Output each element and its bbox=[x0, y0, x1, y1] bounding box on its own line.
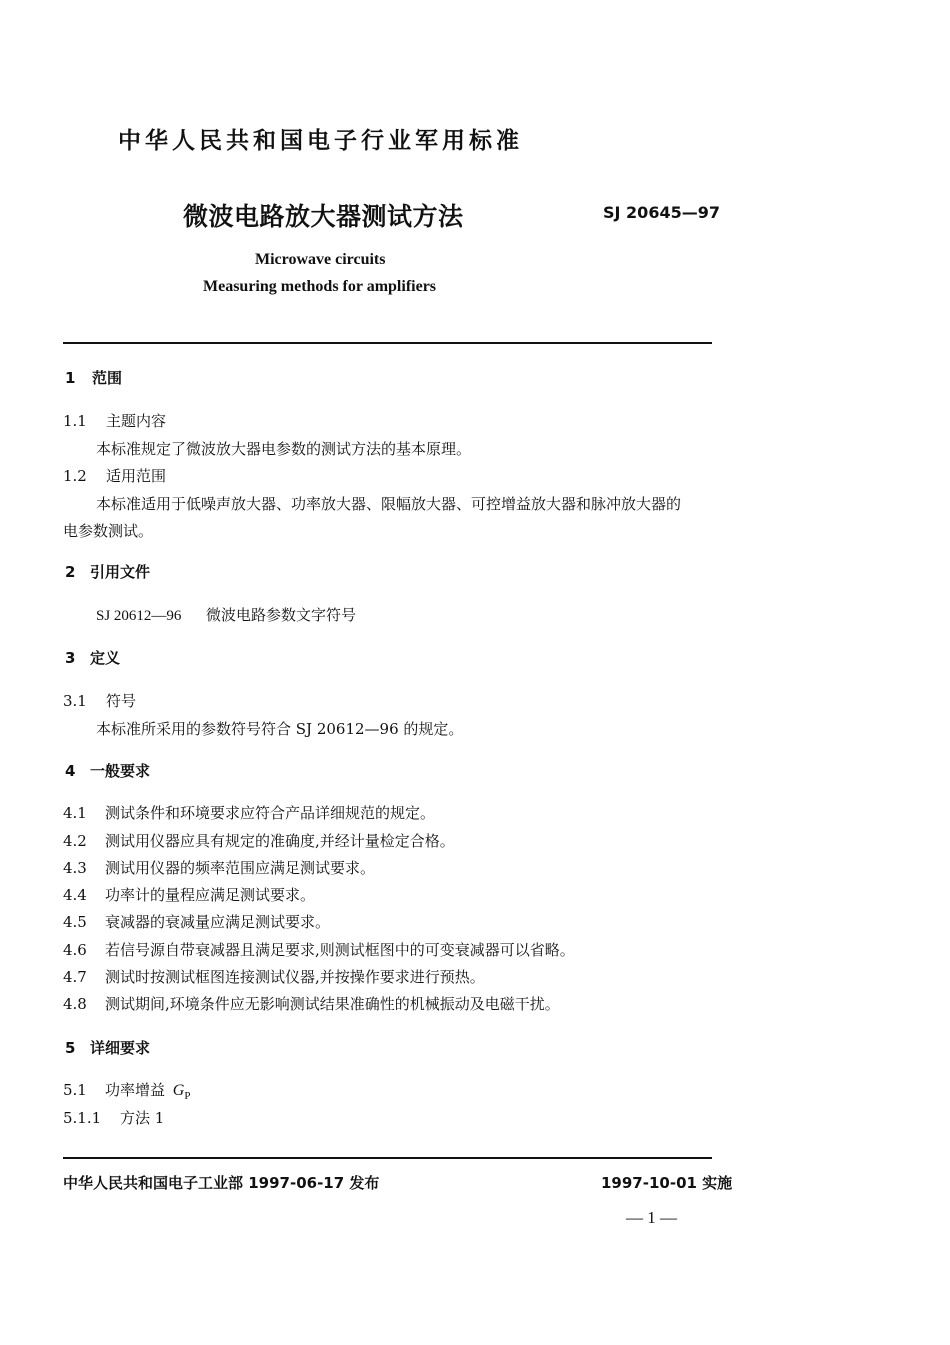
section-1-2-heading: 1.2 适用范围 bbox=[63, 467, 167, 485]
section-3-heading: 3 定义 bbox=[65, 649, 121, 667]
list-item: 4.5 衰减器的衰减量应满足测试要求。 bbox=[63, 913, 331, 931]
list-item: 4.1 测试条件和环境要求应符合产品详细规范的规定。 bbox=[63, 804, 436, 822]
section-1-2-text-line-1: 本标准适用于低噪声放大器、功率放大器、限幅放大器、可控增益放大器和脉冲放大器的 bbox=[96, 495, 682, 513]
section-5-1-heading: 5.1 功率增益 $G_P$ bbox=[63, 1081, 191, 1102]
english-title-line-1: Microwave circuits bbox=[255, 251, 386, 268]
section-1-heading: 1 范围 bbox=[65, 369, 123, 387]
top-divider bbox=[63, 342, 712, 344]
page-number: — 1 — bbox=[626, 1208, 677, 1227]
list-item: 4.4 功率计的量程应满足测试要求。 bbox=[63, 886, 316, 904]
issue-statement: 中华人民共和国电子工业部 1997-06-17 发布 bbox=[63, 1174, 380, 1192]
effective-date: 1997-10-01 实施 bbox=[601, 1174, 733, 1192]
section-1-2-text-line-2: 电参数测试。 bbox=[63, 522, 154, 540]
list-item: 4.7 测试时按测试框图连接测试仪器,并按操作要求进行预热。 bbox=[63, 968, 485, 986]
document-number: SJ 20645—97 bbox=[603, 203, 720, 222]
english-title-line-2: Measuring methods for amplifiers bbox=[203, 278, 437, 295]
section-1-1-heading: 1.1 主题内容 bbox=[63, 412, 167, 430]
section-5-heading: 5 详细要求 bbox=[65, 1039, 151, 1057]
section-3-1-text: 本标准所采用的参数符号符合 SJ 20612—96 的规定。 bbox=[96, 720, 464, 738]
list-item: 4.2 测试用仪器应具有规定的准确度,并经计量检定合格。 bbox=[63, 832, 455, 850]
power-gain-symbol: G bbox=[172, 1082, 185, 1099]
document-title: 微波电路放大器测试方法 bbox=[183, 202, 464, 231]
section-5-1-1-heading: 5.1.1 方法 1 bbox=[63, 1109, 165, 1127]
list-item: 4.6 若信号源自带衰减器且满足要求,则测试框图中的可变衰减器可以省略。 bbox=[63, 941, 575, 959]
bottom-divider bbox=[63, 1157, 712, 1159]
power-gain-symbol-subscript: P bbox=[184, 1090, 191, 1102]
standard-category-header: 中华人民共和国电子行业军用标准 bbox=[118, 128, 523, 154]
section-2-heading: 2 引用文件 bbox=[65, 563, 151, 581]
referenced-document: SJ 20612—96 微波电路参数文字符号 bbox=[96, 606, 357, 624]
section-4-heading: 4 一般要求 bbox=[65, 762, 151, 780]
list-item: 4.8 测试期间,环境条件应无影响测试结果准确性的机械振动及电磁干扰。 bbox=[63, 995, 560, 1013]
section-1-1-text: 本标准规定了微波放大器电参数的测试方法的基本原理。 bbox=[96, 440, 472, 458]
list-item: 4.3 测试用仪器的频率范围应满足测试要求。 bbox=[63, 859, 376, 877]
section-3-1-heading: 3.1 符号 bbox=[63, 692, 137, 710]
